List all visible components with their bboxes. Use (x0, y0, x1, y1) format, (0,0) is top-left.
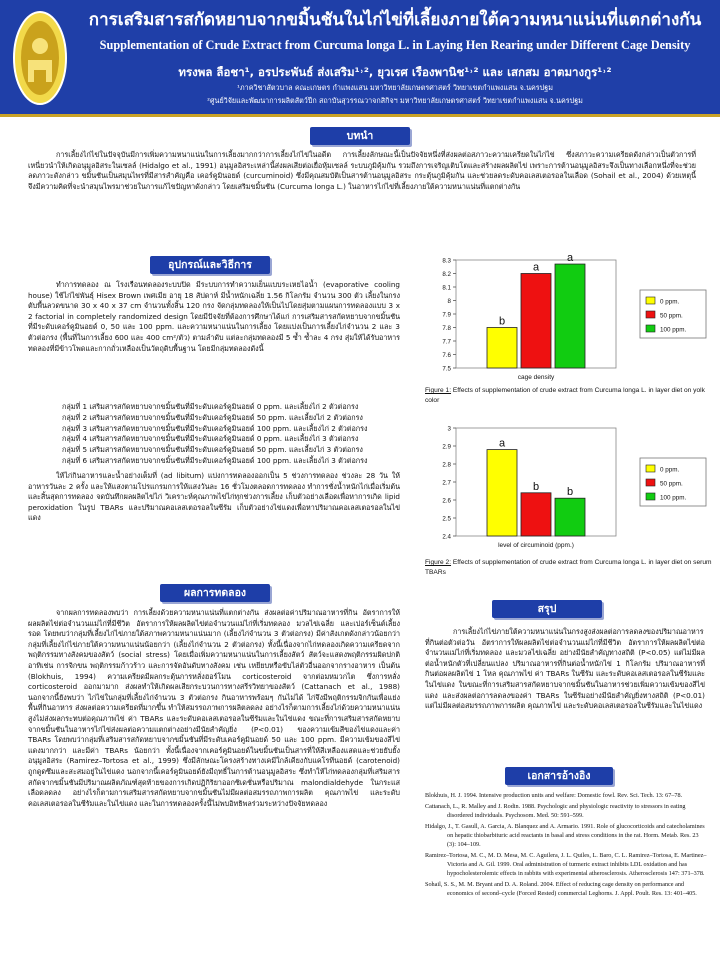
y-tick-label: 8.1 (442, 284, 451, 292)
reference-item: Sohail, S. S., M. M. Bryant and D. A. Roland. 2004. Effect of reducing cage density on performance and economics of second–cycle (Forced Rested) commercial Leghorns. J. Appl. Poult. Res. 13: 401–405. (425, 881, 697, 897)
bar (555, 498, 585, 536)
figure-2-caption (425, 558, 715, 577)
x-axis-label: level of circuminoid (ppm.) (498, 542, 574, 549)
bar-significance-label: b (532, 480, 540, 493)
bar-significance-label: a (498, 437, 506, 450)
methods-paragraph-2: ให้ไก่กินอาหารและน้ำอย่างเต็มที่ (ad libitum) แบ่งการทดลองออกเป็น 5 ช่วงการทดลอง ช่วงละ 28 วัน ให้อาหารวันละ 2 ครั้ง และให้แสงตามโปรแกรมการให้แสงวันละ 16 ชั่วโมงตลอดการทดลอง ทำการชั่งน้ำหนักไก่เมื่อเริ่มต้นและสิ้นสุดการทดลอง จดบันทึกผลผลิตไข่ไก่ วิเคราะห์คุณภาพไข่ไก่ทุกช่วงการเลี้ยง เก็บตัวอย่างเลือดเพื่อหาการเกิด lipid peroxidation ในรูป TBARs และปริมาณคอเลสเตอรอลในซีรัม เก็บตัวอย่างไข่แดงเพื่อหาปริมาณคอเลสเตอรอลในไข่แดง (28, 471, 400, 523)
y-tick-label: 2.7 (442, 479, 451, 487)
figure-1-caption (425, 386, 715, 405)
legend-label: 50 ppm. (660, 480, 683, 488)
legend-swatch (646, 493, 655, 500)
conclusion-text (425, 627, 705, 712)
intro-heading: บทนำ (310, 127, 410, 145)
group-item: กลุ่มที่ 3 เสริมสารสกัดหยาบจากขมิ้นชันที่มีระดับเคอร์คูมินอยด์ 100 ppm. และเลี้ยงไก่ 2 ตัวต่อกรง (62, 423, 368, 433)
bar (487, 450, 517, 536)
affiliation-1: ¹ภาควิชาสัตวบาล คณะเกษตร กำแพงแสน มหาวิทยาลัยเกษตรศาสตร์ วิทยาเขตกำแพงแสน จ.นครปฐม (237, 83, 553, 92)
methods-text-2 (28, 471, 400, 524)
bar-significance-label: b (498, 315, 506, 328)
legend-swatch (646, 465, 655, 472)
reference-item: Ramirez–Tortosa, M. C., M. D. Mesa, M. C. Aguilera, J. L. Quiles, L. Baro, C. L. Ramirez–Tortosa, E. Martinez–Victoria and A. Gil. 1999. Oral administration of turmeric extract inhibits LDL oxidation and has hypocholesterolemic effects in rabbits with experimental atherosclerosis. Atherosclerosis 147: 371–378. (425, 852, 707, 877)
bar-significance-label: a (566, 252, 574, 265)
title-english: Supplementation of Crude Extract from Curcuma longa L. in Laying Hen Rearing under Different Cage Density (99, 38, 691, 52)
legend-label: 100 ppm. (660, 494, 687, 502)
bar (555, 264, 585, 368)
affiliation-2: ²ศูนย์วิจัยและพัฒนาการผลิตสัตว์ปีก สถาบันสุวรรณวาจกสิกิจฯ มหาวิทยาลัยเกษตรศาสตร์ วิทยาเขตกำแพงแสน จ.นครปฐม (207, 96, 583, 105)
poster-header (0, 0, 720, 117)
group-item: กลุ่มที่ 6 เสริมสารสกัดหยาบจากขมิ้นชันที่มีระดับเคอร์คูมินอยด์ 100 ppm. และเลี้ยงไก่ 3 ตัวต่อกรง (62, 455, 368, 465)
bar (487, 328, 517, 369)
legend-label: 0 ppm. (660, 298, 680, 306)
results-paragraph: จากผลการทดลองพบว่า การเลี้ยงด้วยความหนาแน่นที่แตกต่างกัน ส่งผลต่อค่าปริมาณอาหารที่กิน อัตราการให้ผลผลิตไข่ต่อจำนวนแม่ไก่ที่มีชีวิต อัตราการให้ผลผลิตไข่ต่อจำนวนแม่ไก่ที่เริ่มทดลอง มวลไข่เฉลี่ย และเปอร์เซ็นต์เลี้ยงรอด โดยพบว่ากลุ่มที่เลี้ยงไก่ไข่ภายใต้สภาพความหนาแน่นมาก (เลี้ยงไก่จำนวน 3 ตัวต่อกรง) มีค่าสังเกตดังกล่าวน้อยกว่ากลุ่มที่เลี้ยงไก่ไข่ภายใต้ความหนาแน่นน้อยกว่า (เลี้ยงไก่จำนวน 2 ตัวต่อกรง) ทั้งนี้เนื่องจากไก่ทดลองเกิดความเครียดจากพฤติกรรมทางสังคมของสัตว์ (social stress) โดยเมื่อเพิ่มความหนาแน่นในการเลี้ยงสัตว์ สัตว์จะแสดงพฤติกรรมผิดปกติ อาทิเช่น การจิกขน พฤติกรรมก้าวร้าว และการจัดอันดับทางสังคม เช่น เหยียบหรือขับไล่ตัวอื่นออกจากรางอาหาร เป็นต้น (Blokhuis, 1994) ความเครียดมีผลกระตุ้นการหลั่งฮอร์โมน corticosteroid จากต่อมหมวกไต ซึ่งการหลั่ง corticosteroid ออกมามาก ส่งผลทำให้เกิดผลเสียกระบวนการทางสรีรวิทยาของสัตว์ (Cattanach et al., 1988) นอกจากนี้ยังพบว่า ไก่ไข่ในกลุ่มที่เลี้ยงไก่จำนวน 3 ตัวต่อกรง กินอาหารพร้อมๆ กันไม่ได้ ไก่จึงมีพฤติกรรมจิกกันเพื่อแย่งพื้นที่กินอาหาร ส่งผลต่อความเครียดที่มากขึ้น ทำให้สมรรถภาพการผลิตลดลง อย่างไรก็ตามการเลี้ยงไก่ด้วยความหนาแน่นสูงไม่ส่งผลกระทบต่อคุณภาพไข่ ค่า TBARs และระดับคอเลสเตอรอลในซีรัมและในไข่แดง ขณะที่การเสริมสารสกัดหยาบจากขมิ้นชันในอาหารไก่ไข่ส่งผลต่อความแตกต่างอย่างมีนัยสำคัญยิ่ง (P<0.01) ของความเข้มสีของไข่แดงและค่า TBARs โดยพบว่ากลุ่มที่เสริมสารสกัดหยาบจากขมิ้นชันที่มีระดับเคอร์คูมินอยด์ 50 และ 100 ppm. มีความเข้มของสีไข่แดงมากกว่า และมีค่า TBARs น้อยกว่า ทั้งนี้เนื่องจากเคอร์คูมินอยด์ในขมิ้นชันเป็นสารที่ให้สีเหลืองแสดและช่วยยับยั้งอนุมูลอิสระ (Ramirez–Tortosa et al., 1999) ซึ่งมีลักษณะโครงสร้างทางเคมีใกล้เคียงกับแคโรทีนอยด์ (carotenoid) ถูกดูดซึมและสะสมอยู่ในไข่แดง นอกจากนี้เคอร์คูมินอยด์ยังมีฤทธิ์ในการต้านอนุมูลอิสระ ซึ่งทำให้ไก่ทดลองกลุ่มที่เสริมสารสกัดจากขมิ้นชันมีปริมาณผลิตภัณฑ์สุดท้ายของการเกิดปฏิกิริยาออกซิเดชั่นหรือปริมาณ malondialdehyde ในกระแสเลือดลดลง อย่างไรก็ตามการเสริมสารสกัดหยาบจากขมิ้นชันไม่มีผลต่อสมรรถภาพการผลิต คุณภาพไข่ และระดับคอเลสเตอรอลในซีรัมและในไข่แดง และในการทดลองครั้งนี้ไม่พบอิทธิพลร่วมระหว่างปัจจัยทดลอง (28, 608, 400, 808)
reference-item: Hidalgo, J., T. Gasull, A. Garcia, A. Blanquez and A. Armario. 1991. Role of glucocorticoids and catecholamines on hepatic thiobarbituric acid reactants in basal and stress conditions in the rat. Horm. Metab. Res. 23 (3): 104–109. (425, 823, 705, 848)
title-thai: การเสริมสารสกัดหยาบจากขมิ้นชันในไก่ไข่ที่เลี้ยงภายใต้ความหนาแน่นที่แตกต่างกัน (88, 10, 702, 30)
serum-tbars-bar-chart (422, 412, 712, 554)
references-list (425, 791, 707, 900)
bar (521, 493, 551, 536)
methods-text (28, 280, 400, 354)
y-tick-label: 2.5 (442, 515, 451, 523)
x-axis-label: cage density (517, 374, 555, 381)
legend-swatch (646, 297, 655, 304)
group-item: กลุ่มที่ 2 เสริมสารสกัดหยาบจากขมิ้นชันที่มีระดับเคอร์คูมินอยด์ 50 ppm. และเลี้ยงไก่ 2 ตัวต่อกรง (62, 412, 363, 422)
intro-paragraph: การเลี้ยงไก่ไข่ในปัจจุบันมีการเพิ่มความหนาแน่นในการเลี้ยงมากกว่าการเลี้ยงไก่ไข่ในอดีต การเลี้ยงลักษณะนี้เป็นปัจจัยหนึ่งที่ส่งผลต่อสภาวะความเครียดในไก่ไข่ ซึ่งสภาวะความเครียดดังกล่าวเป็นตัวการที่เหนี่ยวนำให้เกิดอนุมูลอิสระในเซลล์ (Hidalgo et al., 1991) อนุมูลอิสระเหล่านี้ส่งผลเสียต่อเยื่อหุ้มเซลล์ ระบบภูมิคุ้มกัน รวมถึงการเจริญเติบโตและสร้างผลผลิตไข่ เพราะการต้านอนุมูลอิสระจึงเป็นทางเลือกหนึ่งที่จะช่วยลดภาวะดังกล่าว ขมิ้นชันเป็นสมุนไพรที่มีสารสำคัญคือ เคอร์คูมินอยด์ (curcuminoid) ซึ่งมีคุณสมบัติเป็นสารต้านอนุมูลอิสระ กระตุ้นภูมิคุ้มกัน และช่วยลดระดับคอเลสเตอรอลในเลือด (Sohail et al., 2004) ด้วยเหตุนี้จึงมีความคิดที่จะนำสมุนไพรมาช่วยในการแก้ไขปัญหาดังกล่าว โดยเสริมขมิ้นชัน (Curcuma longa L.) ในอาหารไก่ไข่ที่เลี้ยงภายใต้ความหนาแน่นที่แตกต่างกัน (28, 150, 696, 191)
figure-1-caption-text: Effects of supplementation of crude extract from Curcuma longa L. in layer diet on yolk color (425, 387, 705, 404)
intro-text (28, 150, 696, 192)
figure-2-label: Figure 2: (425, 559, 452, 566)
legend-swatch (646, 479, 655, 486)
university-seal-logo (12, 8, 68, 108)
bar (521, 274, 551, 369)
bar-significance-label: a (532, 261, 540, 274)
y-tick-label: 2.4 (442, 533, 451, 541)
y-tick-label: 8 (447, 298, 451, 305)
group-item: กลุ่มที่ 5 เสริมสารสกัดหยาบจากขมิ้นชันที่มีระดับเคอร์คูมินอยด์ 50 ppm. และเลี้ยงไก่ 3 ตัวต่อกรง (62, 445, 363, 455)
y-tick-label: 2.9 (442, 443, 451, 451)
figure-1-chart (422, 244, 712, 386)
y-tick-label: 2.8 (442, 461, 451, 469)
group-item: กลุ่มที่ 4 เสริมสารสกัดหยาบจากขมิ้นชันที่มีระดับเคอร์คูมินอยด์ 0 ppm. และเลี้ยงไก่ 3 ตัวต่อกรง (62, 434, 359, 444)
authors: ทรงพล ลือชา¹, อรประพันธ์ ส่งเสริม¹˒², ยุวเรศ เรืองพานิช¹˒² และ เสกสม อาตมางกูร¹˒² (178, 65, 612, 79)
y-tick-label: 8.2 (442, 271, 451, 278)
group-item: กลุ่มที่ 1 เสริมสารสกัดหยาบจากขมิ้นชันที่มีระดับเคอร์คูมินอยด์ 0 ppm. และเลี้ยงไก่ 2 ตัวต่อกรง (62, 402, 359, 411)
y-tick-label: 7.9 (442, 311, 451, 319)
reference-item: Cattanach, L., R. Malley and J. Rodin. 1988. Psychologic and physiologic reactivity to stressors in eating disordered individuals. Psychosom. Med. 50: 591–599. (425, 803, 686, 819)
legend-swatch (646, 311, 655, 318)
methods-heading: อุปกรณ์และวิธีการ (150, 256, 270, 274)
y-tick-label: 7.5 (442, 365, 451, 373)
figure-2-caption-text: Effects of supplementation of crude extract from Curcuma longa L. in layer diet on serum TBARs (425, 559, 712, 576)
legend-label: 0 ppm. (660, 466, 680, 474)
y-tick-label: 3 (447, 425, 451, 433)
y-tick-label: 8.3 (442, 257, 451, 265)
yolk-color-bar-chart (422, 244, 712, 386)
reference-item: Blokhuis, H. J. 1994. Intensive production units and welfare: Domestic fowl. Rev. Sci. Tech. 13: 67–78. (425, 792, 683, 799)
results-text (28, 608, 400, 809)
references-heading: เอกสารอ้างอิง (505, 767, 613, 785)
results-heading: ผลการทดลอง (160, 584, 270, 602)
group-list (62, 402, 402, 467)
y-tick-label: 2.6 (442, 497, 451, 505)
y-tick-label: 7.7 (442, 338, 451, 346)
figure-2-chart (422, 412, 712, 554)
y-tick-label: 7.8 (442, 325, 451, 332)
y-tick-label: 7.6 (442, 352, 451, 359)
figure-1-label: Figure 1: (425, 387, 452, 394)
legend-label: 100 ppm. (660, 326, 687, 334)
bar-significance-label: b (566, 486, 574, 499)
legend-swatch (646, 325, 655, 332)
conclusion-paragraph: การเลี้ยงไก่ไข่ภายใต้ความหนาแน่นในกรงสูงส่งผลต่อการลดลงของปริมาณอาหารที่กินต่อตัวต่อวัน อัตราการให้ผลผลิตไข่ต่อจำนวนแม่ไก่ที่มีชีวิต อัตราการให้ผลผลิตไข่ต่อจำนวนแม่ไก่ที่เริ่มทดลอง และมวลไข่เฉลี่ย อย่างมีนัยสำคัญทางสถิติ (P<0.05) แต่ไม่มีผลต่อน้ำหนักตัวที่เปลี่ยนแปลง ปริมาณอาหารที่กินต่อน้ำหนักไข่ 1 กิโลกรัม ปริมาณอาหารที่กินต่อผลผลิตไข่ 1 โหล คุณภาพไข่ ค่า TBARs ในซีรัม และระดับคอเลสเตอรอลในซีรัมและในไข่แดง ในขณะที่การเสริมสารสกัดหยาบจากขมิ้นชันในอาหารช่วยเพิ่มความเข้มของสีไข่แดง และส่งผลต่อการลดลงของค่า TBARs ในซีรัมอย่างมีนัยสำคัญยิ่งทางสถิติ (P<0.01) แต่ไม่มีผลต่อสมรรถภาพการผลิต คุณภาพไข่ และระดับคอเลสเตอรอลในซีรัมและในไข่แดง (425, 627, 705, 711)
methods-paragraph: ทำการทดลอง ณ โรงเรือนทดลองระบบปิด มีระบบการทำความเย็นแบบระเหยไอน้ำ (evaporative cooling house) ใช้ไก่ไข่พันธุ์ Hisex Brown เพศเมีย อายุ 18 สัปดาห์ มีน้ำหนักเฉลี่ย 1.56 กิโลกรัม จำนวน 300 ตัว เลี้ยงในกรงตับพื้นลวดขนาด 30 x 40 x 37 cm จำนวนทั้งสิ้น 120 กรง จัดกลุ่มทดลองให้เป็นไปโดยสุ่มตามแผนการทดลองแบบ 3 x 2 factorial in completely randomized design โดยมีปัจจัยที่ต้องการศึกษาได้แก่ การเสริมสารสกัดหยาบจากขมิ้นชันที่มีระดับเคอร์คูมินอยด์ 0, 50 และ 100 ppm. และความหนาแน่นในการเลี้ยง โดยแบ่งเป็นการเลี้ยงไก่จำนวน 2 และ 3 ตัวต่อกรง (พื้นที่ในการเลี้ยง 600 และ 400 cm²/ตัว) ตามลำดับ แต่ละกลุ่มทดลองมี 5 ซ้ำ ซ้ำละ 4 กรง สุ่มให้ได้รับอาหารทดลองที่มีข้าวโพดและกากถั่วเหลืองเป็นวัตถุดิบพื้นฐาน โดยมีกลุ่มทดลองดังนี้ (28, 280, 400, 353)
legend-label: 50 ppm. (660, 312, 683, 320)
conclusion-heading: สรุป (492, 600, 602, 618)
